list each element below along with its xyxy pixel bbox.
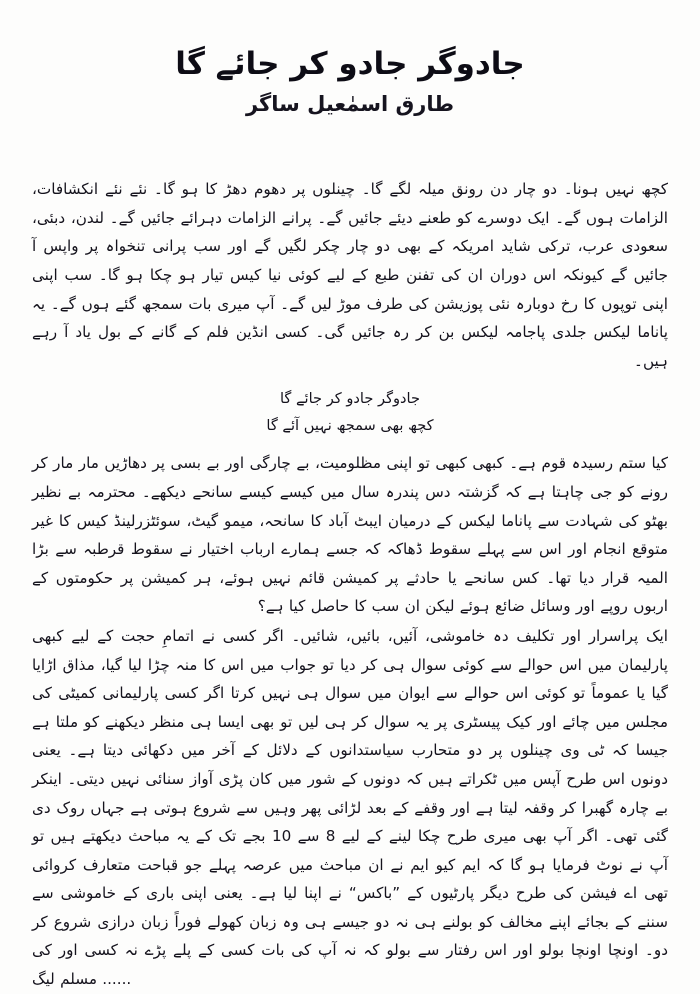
verse-line-1: جادوگر جادو کر جائے گا bbox=[279, 390, 421, 408]
body-paragraph-1: کچھ نہیں ہونا۔ دو چار دن رونق میلہ لگے گا۔ چینلوں پر دھوم دھڑ کا ہو گا۔ نئے نئے انکشافات، الزامات ہوں گے۔ ایک دوسرے کو طعنے دیئے جائیں گے۔ پرانے الزامات دہرائے جائیں گے۔ لندن، دبئی، سعودی عرب، ترکی شاید امریکہ کے بھی دو چار چکر لگیں گے اور سب پرانی تنخواہ پر واپس آ جائیں گے کیونکہ اس دوران ان کی تفنن طبع کے لیے کوئی نیا کیس تیار ہو چکا ہو گا۔ سب اپنی اپنی توپوں کا رخ دوبارہ نئی پوزیشن کی طرف موڑ لیں گے۔ آپ میری بات سمجھ گئے ہوں گے۔ یہ پاناما لیکس جلدی پاجامہ لیکس بن کر رہ جائیں گی۔ کسی انڈین فلم کے گانے کے بول یاد آ رہے ہیں۔ bbox=[32, 180, 668, 370]
masthead bbox=[32, 0, 668, 119]
page-title: جادوگر جادو کر جائے گا bbox=[175, 46, 525, 82]
article-body bbox=[32, 175, 668, 993]
body-paragraph-3: ایک پراسرار اور تکلیف دہ خاموشی، آئیں، بائیں، شائیں۔ اگر کسی نے اتمامِ حجت کے لیے کبھی پارلیمان میں اس حوالے سے کوئی سوال ہی کر دیا تو جواب میں اس کا منہ چڑا لیا گیا، مذاق اڑایا گیا یا عموماً تو کوئی اس حوالے سے ایوان میں سوال ہی نہیں کرتا اگر کسی پارلیمانی کمیٹی کی مجلس میں چائے اور کیک پیسٹری پر یہ سوال کر ہی لیں تو بھی ایسا ہی منظر دیکھنے کو ملتا ہے جیسا کہ ٹی وی چینلوں پر دو متحارب سیاستدانوں کے دلائل کے آخر میں دکھائی دیتا ہے۔ یعنی دونوں اس طرح آپس میں ٹکراتے ہیں کہ دونوں کے شور میں کان پڑی آواز سنائی نہیں دیتی۔ اینکر بے چارہ گھبرا کر وقفہ لیتا ہے اور وقفے کے بعد لڑائی پھر وہیں سے شروع ہوتی ہے جہاں روک دی گئی تھی۔ اگر آپ بھی میری طرح چکا لینے کے لیے 8 سے 10 بجے تک کے یہ مباحث دیکھتے ہیں تو آپ نے نوٹ فرمایا ہو گا کہ ایم کیو ایم نے ان مباحث میں عرصہ پہلے جو قباحت متعارف کروائی تھی اے فیشن کی طرح دیگر پارٹیوں کے ”باکس“ نے اپنا لیا ہے۔ یعنی اپنی باری کے خاموشی سے سننے کے بجائے اپنے مخالف کو بولنے ہی نہ دو جیسے ہی وہ زبان کھولے فوراً زبان درازی شروع کر دو۔ اونچا اونچا بولو اور اس رفتار سے بولو کہ نہ آپ کی بات کسی کے پلے پڑے نہ کسی اور کی ...... مسلم لیگ bbox=[32, 626, 669, 989]
verse-block bbox=[32, 385, 668, 439]
body-paragraph-2: کیا ستم رسیدہ قوم ہے۔ کبھی کبھی تو اپنی مظلومیت، بے چارگی اور بے بسی پر دھاڑیں مار مار کر رونے کو جی چاہتا ہے کہ گزشتہ دس پندرہ سال میں کیسے کیسے سانحے دیکھے۔ محترمہ بے نظیر بھٹو کی شہادت سے پاناما لیکس کے درمیان ایبٹ آباد کا سانحہ، میمو گیٹ، سوئٹزرلینڈ کیس کا غیر متوقع انجام اور اس سے پہلے سقوط ڈھاکہ کہ جسے ہمارے ارباب اختیار نے سقوط قرطبہ سے بڑا المیہ قرار دیا تھا۔ کس سانحے یا حادثے پر کمیشن قائم نہیں ہوئے، ہر کمیشن پر حکومتوں کے اربوں روپے اور وسائل ضائع ہوئے لیکن ان سب کا حاصل کیا ہے؟ bbox=[32, 454, 668, 616]
author-byline: طارق اسمٰعیل ساگر bbox=[245, 91, 455, 116]
verse-line-2: کچھ بھی سمجھ نہیں آئے گا bbox=[266, 417, 434, 435]
